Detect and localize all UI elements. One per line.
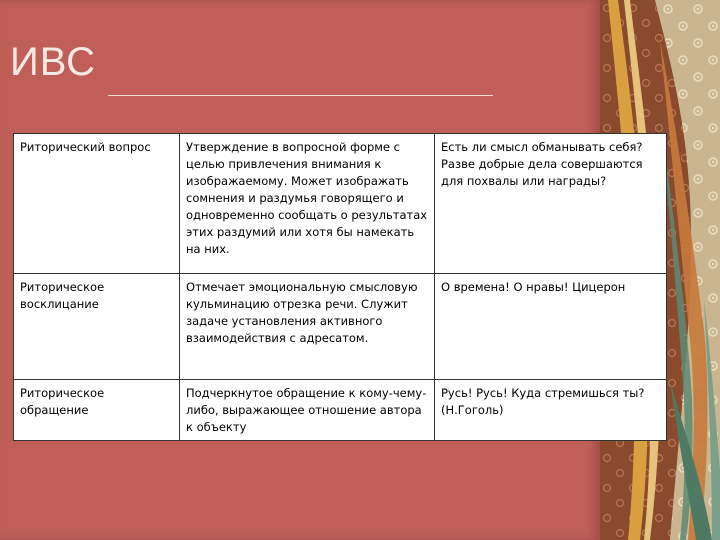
title-underline	[108, 95, 493, 96]
slide-title: ИВС	[10, 40, 96, 84]
example-cell: Русь! Русь! Куда стремишься ты? (Н.Гоголь)	[435, 380, 667, 441]
table-row	[14, 274, 667, 380]
example-cell: О времена! О нравы! Цицерон	[435, 274, 667, 380]
table-row	[14, 134, 667, 274]
definitions-table	[13, 133, 667, 441]
definition-cell: Утверждение в вопросной форме с целью привлечения внимания к изображаемому. Может изображать сомнения и раздумья говорящего и одновременно сообщать о результатах этих раздумий или хотя бы намекать на них.	[180, 134, 435, 274]
term-cell: Риторический вопрос	[14, 134, 180, 274]
definition-cell: Подчеркнутое обращение к кому-чему-либо, выражающее отношение автора к объекту	[180, 380, 435, 441]
term-cell: Риторическое восклицание	[14, 274, 180, 380]
example-cell: Есть ли смысл обманывать себя? Разве добрые дела совершаются для похвалы или награды?	[435, 134, 667, 274]
table-row	[14, 380, 667, 441]
definition-cell: Отмечает эмоциональную смысловую кульминацию отрезка речи. Служит задаче установления активного взаимодействия с адресатом.	[180, 274, 435, 380]
term-cell: Риторическое обращение	[14, 380, 180, 441]
